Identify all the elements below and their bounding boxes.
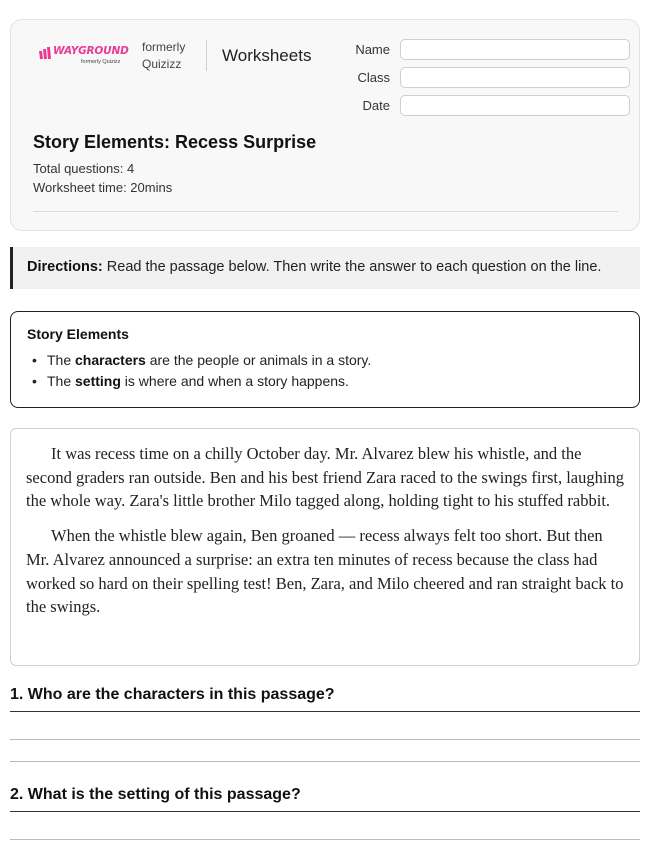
answer-line[interactable] [10,811,640,812]
answer-line[interactable] [10,839,640,840]
worksheet-header [10,19,640,231]
passage-paragraph: When the whistle blew again, Ben groaned — recess always felt too short. But then Mr. Alvarez announced a surprise: an extra ten minutes of recess because the class had worked so hard on their spelling test! Ben, Zara, and Milo cheered and ran straight back to the swings. [26,526,624,617]
question-2: 2. What is the setting of this passage? [10,786,301,803]
story-elements-title: Story Elements [27,326,129,342]
total-questions: Total questions: 4 [33,161,135,176]
wayground-logo [39,45,135,75]
logo-subtext: formerly Quizizz [81,59,121,65]
directions-box [10,247,640,289]
name-label: Name [355,42,390,57]
item-definition: are the people or animals in a story. [145,352,372,368]
directions-label: Directions: [27,259,103,275]
quizizz-line: Quizizz [142,57,182,71]
item-term: setting [75,373,121,389]
formerly-line: formerly [142,40,186,54]
answer-line[interactable] [10,711,640,712]
passage-box [10,428,640,666]
date-field[interactable] [400,95,630,116]
item-prefix: The [47,373,76,389]
class-label: Class [357,70,390,85]
header-divider [206,40,207,71]
item-definition: is where and when a story happens. [120,373,349,389]
list-item [27,371,623,392]
answer-line[interactable] [10,761,640,762]
logo-text: WAYGROUND [53,45,129,57]
logo-mark-icon [39,47,53,59]
question-1: 1. Who are the characters in this passage? [10,686,335,703]
answer-line[interactable] [10,739,640,740]
directions-text: Read the passage below. Then write the answer to each question on the line. [102,259,602,275]
item-prefix: The [47,352,76,368]
list-item [27,350,623,371]
passage-paragraph: It was recess time on a chilly October day. Mr. Alvarez blew his whistle, and the second graders ran outside. Ben and his best friend Zara raced to the swings first, laughing the whole way. Zara's little brother Milo tagged along, holding tight to his stuffed rabbit. [26,444,624,511]
formerly-quizizz-note [142,39,202,73]
class-field[interactable] [400,67,630,88]
header-bottom-divider [33,211,618,212]
worksheet-time: Worksheet time: 20mins [33,180,173,195]
worksheet-title: Story Elements: Recess Surprise [33,132,317,152]
story-elements-box [10,311,640,408]
date-label: Date [362,98,390,113]
item-term: characters [75,352,146,368]
story-elements-list [27,350,623,392]
section-label: Worksheets [222,46,312,65]
name-field[interactable] [400,39,630,60]
